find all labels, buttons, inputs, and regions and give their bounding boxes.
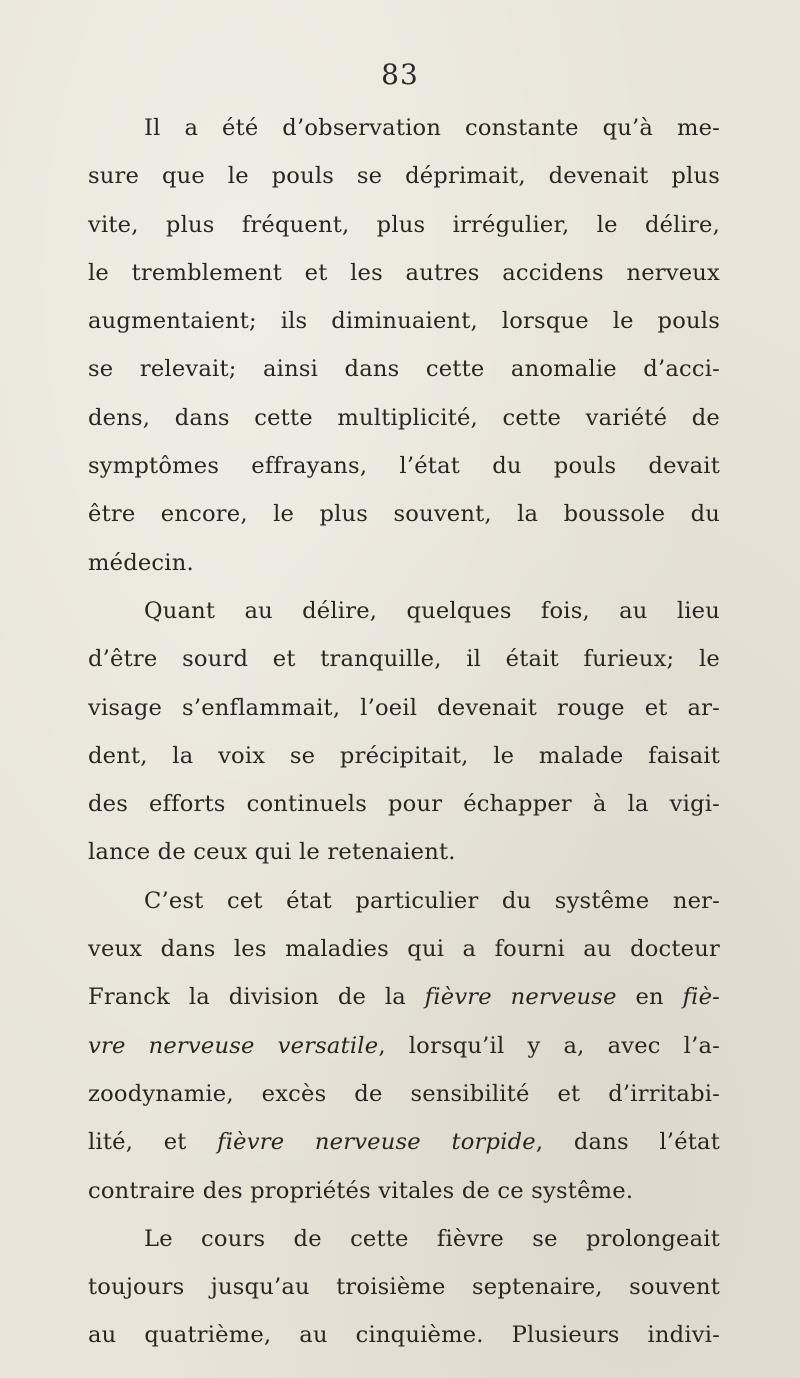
text-line: d’être sourd et tranquille, il était furieux; le — [88, 646, 720, 673]
text-line: sure que le pouls se déprimait, devenait plus — [88, 163, 720, 190]
text-line: le tremblement et les autres accidens nerveux — [88, 259, 720, 286]
text-line: vite, plus fréquent, plus irrégulier, le délire, — [88, 211, 720, 238]
text-line: au quatrième, au cinquième. Plusieurs indivi- — [88, 1322, 720, 1349]
text-line: contraire des propriétés vitales de ce systême. — [88, 1177, 634, 1204]
text-line: lité, et fièvre nerveuse torpide, dans l’état — [88, 1129, 720, 1156]
text-line: Quant au délire, quelques fois, au lieu — [144, 597, 720, 624]
text-line: C’est cet état particulier du systême ner- — [144, 887, 720, 914]
text-line: augmentaient; ils diminuaient, lorsque le pouls — [88, 308, 720, 335]
text-line: se relevait; ainsi dans cette anomalie d’acci- — [88, 356, 720, 383]
text-line: veux dans les maladies qui a fourni au docteur — [88, 936, 720, 963]
text-line: dent, la voix se précipitait, le malade faisait — [88, 742, 720, 769]
text-line: toujours jusqu’au troisième septenaire, souvent — [88, 1274, 720, 1301]
text-line: Le cours de cette fièvre se prolongeait — [144, 1225, 720, 1252]
text-line: Il a été d’observation constante qu’à me- — [144, 115, 720, 141]
text-line: symptômes effrayans, l’état du pouls devait — [88, 453, 720, 480]
text-line: visage s’enflammait, l’oeil devenait rouge et ar- — [88, 694, 720, 721]
text-line: des efforts continuels pour échapper à la vigi- — [88, 791, 720, 818]
page-number: 83 — [381, 58, 419, 91]
text-line: vre nerveuse versatile, lorsqu’il y a, avec l’a- — [88, 1032, 720, 1059]
body-text — [88, 104, 720, 1360]
text-line: dens, dans cette multiplicité, cette variété de — [88, 404, 720, 431]
text-line: médecin. — [88, 549, 194, 576]
text-line: Franck la division de la fièvre nerveuse en fiè- — [88, 984, 721, 1011]
text-line: être encore, le plus souvent, la boussole du — [88, 501, 720, 528]
text-line: lance de ceux qui le retenaient. — [88, 839, 456, 866]
text-line: zoodynamie, excès de sensibilité et d’irritabi- — [88, 1080, 720, 1107]
